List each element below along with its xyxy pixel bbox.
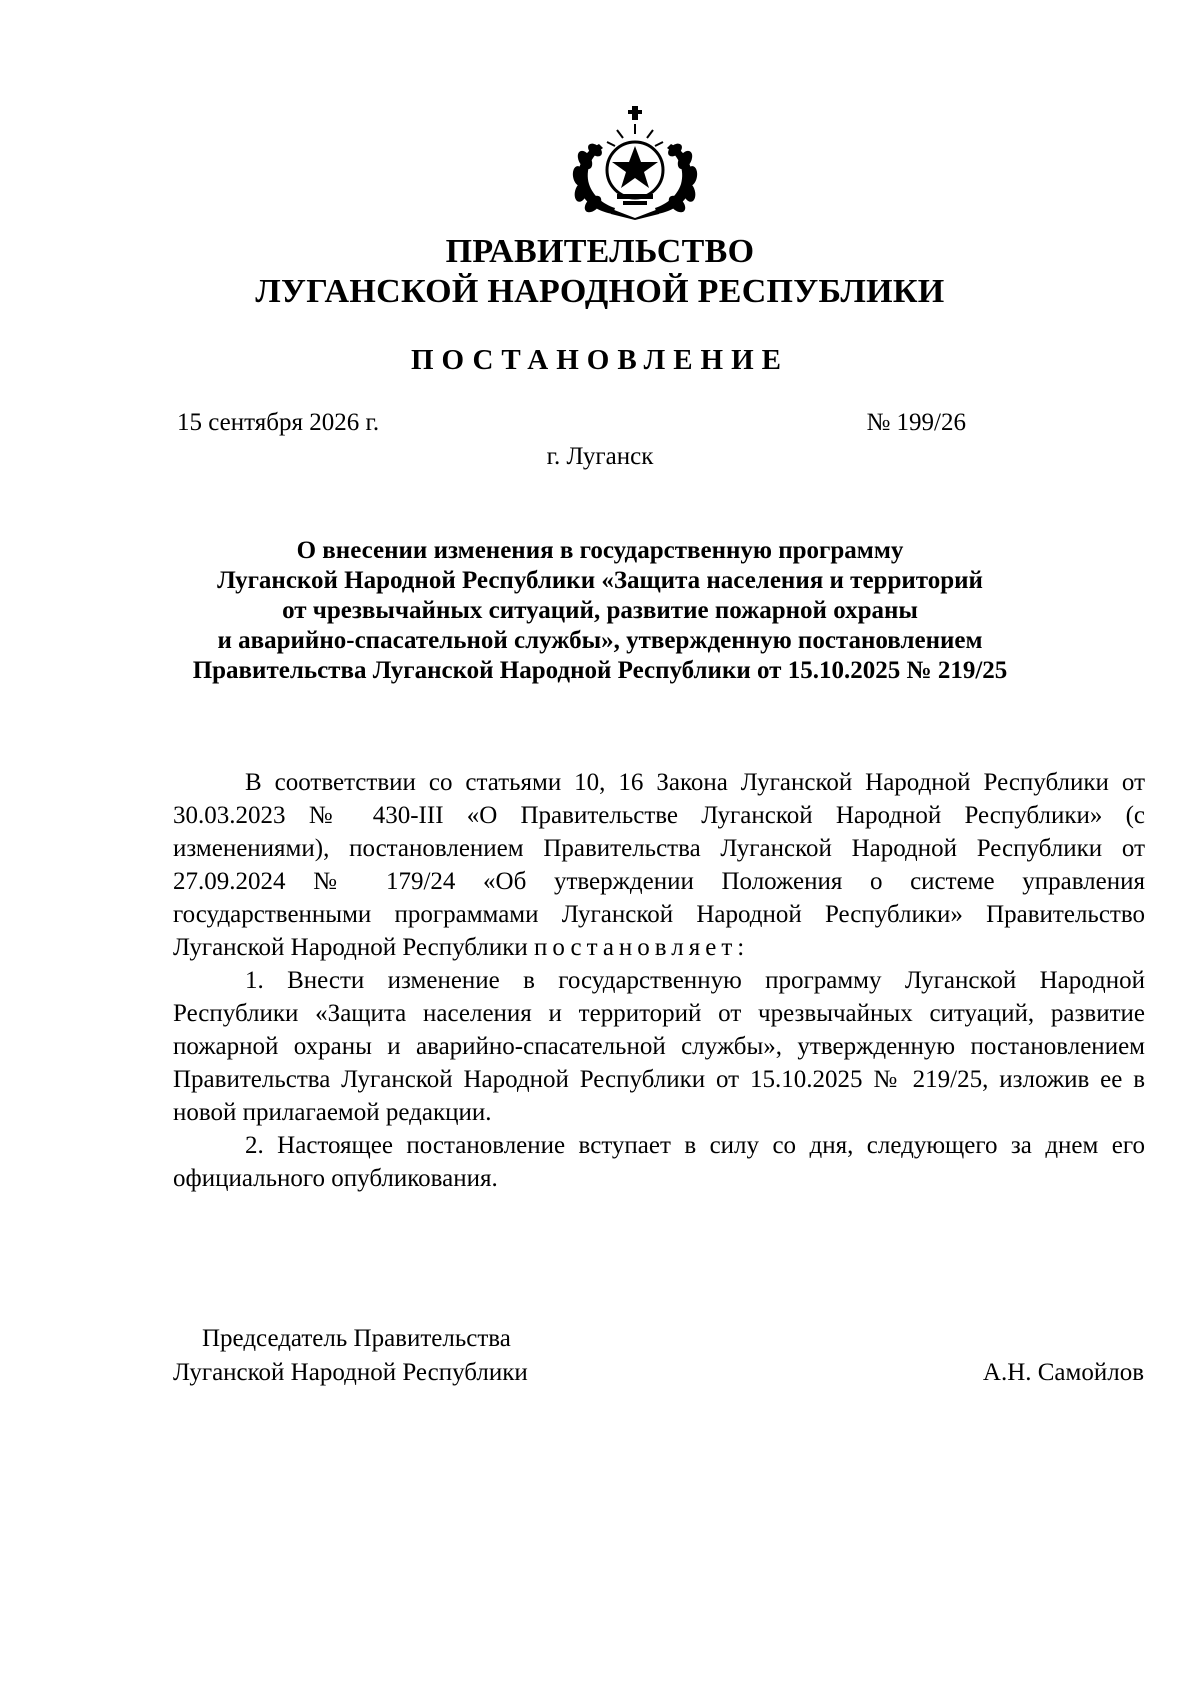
document-date: 15 сентября 2026 г. <box>177 409 380 436</box>
signatory-title-line2: Луганской Народной Республики <box>173 1359 528 1386</box>
subject-line: от чрезвычайных ситуаций, развитие пожарной охраны <box>282 597 918 624</box>
item-2-paragraph: 2. Настоящее постановление вступает в силу со дня, следующего за днем его официального опубликования. <box>173 1132 1145 1192</box>
document-city: г. Луганск <box>546 443 654 470</box>
lpr-coat-of-arms-icon <box>565 104 705 220</box>
subject-line: Луганской Народной Республики «Защита населения и территорий <box>217 567 983 594</box>
signatory-title-line1: Председатель Правительства <box>202 1325 511 1352</box>
document-subject <box>120 536 1080 686</box>
document-body <box>173 766 1145 1195</box>
subject-line: О внесении изменения в государственную программу <box>296 537 904 564</box>
document-number: № 199/26 <box>866 409 966 436</box>
government-title-line1: ПРАВИТЕЛЬСТВО <box>445 233 755 270</box>
signatory-name: А.Н. Самойлов <box>982 1359 1144 1386</box>
subject-line: Правительства Луганской Народной Республики от 15.10.2025 № 219/25 <box>192 657 1008 684</box>
preamble-paragraph <box>173 766 1145 964</box>
item-1-paragraph: 1. Внести изменение в государственную программу Луганской Народной Республики «Защита населения и территорий от чрезвычайных ситуаций, развитие пожарной охраны и аварийно-спасательной службы», утвержденную постановлением Правительства Луганской Народной Республики от 15.10.2025 № 219/25, изложив ее в новой прилагаемой редакции. <box>173 967 1145 1126</box>
document-type: ПОСТАНОВЛЕНИЕ <box>410 344 789 376</box>
government-title-line2: ЛУГАНСКОЙ НАРОДНОЙ РЕСПУБЛИКИ <box>255 273 945 310</box>
resolves-word: постановляет: <box>534 934 750 961</box>
preamble-text: В соответствии со статьями 10, 16 Закона Луганской Народной Республики от 30.03.2023 № 430-III «О Правительстве Луганской Народной Республики» (с изменениями), постановлением Правительства Луганской Народной Республики от 27.09.2024 № 179/24 «Об утверждении Положения о системе управления государственными программами Луганской Народной Республики» Правительство Луганской Народной Республики <box>173 769 1145 961</box>
subject-line: и аварийно-спасательной службы», утвержденную постановлением <box>217 627 983 654</box>
